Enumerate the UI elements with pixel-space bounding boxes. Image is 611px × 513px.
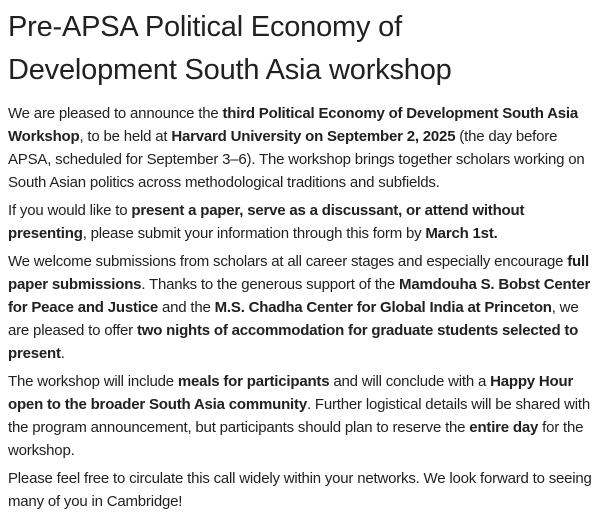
bold-text-segment: two nights of accommodation for graduate students selected to present xyxy=(8,322,579,362)
bold-text-segment: entire day xyxy=(469,419,539,436)
text-segment: We are pleased to announce the xyxy=(8,105,223,122)
paragraph xyxy=(8,102,603,194)
text-segment: We welcome submissions from scholars at all career stages and especially encourage xyxy=(8,253,568,270)
text-segment: Please feel free to circulate this call widely within your networks. We look forward to seeing many of you in Cambridge! xyxy=(8,470,592,510)
paragraph xyxy=(8,199,603,245)
text-segment: (the day before APSA, scheduled for September 3–6). The workshop brings together scholars working on South Asian politics across methodological traditions and subfields. xyxy=(8,128,585,191)
bold-text-segment: third Political Economy of Development South Asia Workshop xyxy=(8,105,579,145)
bold-text-segment: meals for participants xyxy=(177,373,330,390)
bold-text-segment: Harvard University on September 2, 2025 xyxy=(171,128,456,145)
text-segment: for the workshop. xyxy=(8,419,584,459)
text-segment: . Further logistical details will be shared with the program announcement, but participants should plan to reserve the xyxy=(8,396,590,436)
text-segment: . Thanks to the generous support of the xyxy=(141,276,400,293)
text-segment: , please submit your information through this form by xyxy=(82,225,426,242)
bold-text-segment: Mamdouha S. Bobst Center for Peace and Justice xyxy=(8,276,591,316)
text-segment: The workshop will include xyxy=(8,373,178,390)
text-segment: and will conclude with a xyxy=(329,373,491,390)
text-segment: and the xyxy=(158,299,215,316)
bold-text-segment: March 1st. xyxy=(425,225,498,242)
bold-text-segment: M.S. Chadha Center for Global India at Princeton xyxy=(214,299,552,316)
paragraph xyxy=(8,250,603,365)
text-segment: If you would like to xyxy=(8,202,132,219)
paragraph xyxy=(8,467,603,513)
bold-text-segment: full paper submissions xyxy=(8,253,589,293)
bold-text-segment: Happy Hour open to the broader South Asia community xyxy=(8,373,574,413)
text-segment: . xyxy=(60,345,65,362)
text-segment: , to be held at xyxy=(79,128,172,145)
page-title: Pre-APSA Political Economy of Development South Asia workshop xyxy=(8,11,452,86)
paragraph xyxy=(8,370,603,462)
bold-text-segment: present a paper, serve as a discussant, or attend without presenting xyxy=(8,202,525,242)
text-segment: , we are pleased to offer xyxy=(8,299,579,339)
paragraphs-container xyxy=(8,102,603,513)
